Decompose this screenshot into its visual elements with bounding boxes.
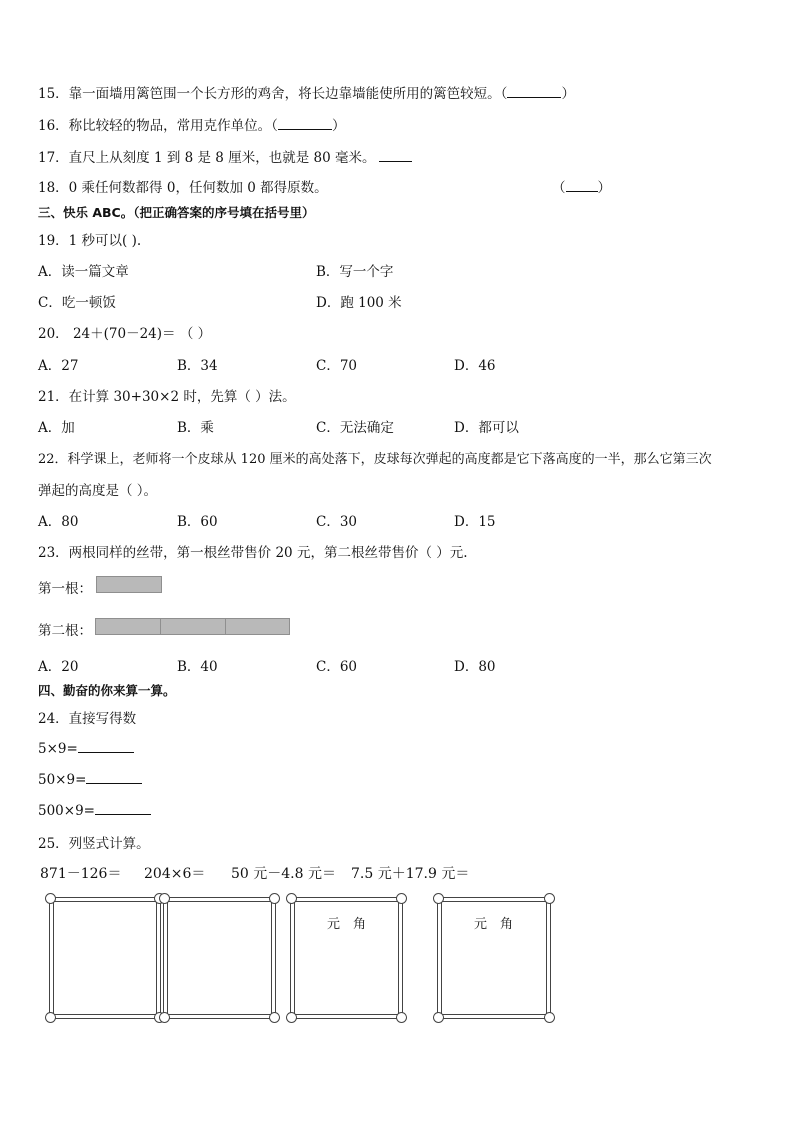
work-box[interactable]	[49, 897, 161, 1019]
option-c[interactable]: C．70	[316, 358, 358, 374]
calc-item: 500×9=	[38, 801, 151, 819]
ribbon-segment-divider	[160, 619, 161, 634]
question-18	[38, 176, 328, 196]
option-a[interactable]: A．27	[38, 358, 79, 374]
question-19-text: 19．1 秒可以( ).	[38, 233, 142, 249]
jiao-label: 角	[500, 917, 514, 932]
option-b[interactable]: B．40	[177, 659, 218, 675]
option-b[interactable]: B．乘	[177, 420, 214, 436]
option-b[interactable]: B．34	[177, 358, 218, 374]
question-16: 16．称比较轻的物品，常用克作单位。（ ）	[38, 118, 346, 134]
yuan-label: 元	[327, 917, 341, 932]
section-3-title: 三、快乐 ABC。（把正确答案的序号填在括号里）	[38, 205, 315, 220]
answer-blank[interactable]	[379, 148, 412, 162]
option-d[interactable]: D．15	[454, 514, 496, 530]
option-d[interactable]: D．跑 100 米	[316, 295, 402, 311]
question-18-answer: （ ）	[552, 180, 611, 196]
jiao-label: 角	[353, 917, 367, 932]
answer-blank[interactable]	[78, 739, 134, 753]
vertical-calc-expression: 7.5 元＋17.9 元＝	[351, 866, 470, 882]
vertical-calc-expression: 204×6＝	[144, 866, 206, 882]
answer-blank[interactable]	[86, 770, 142, 784]
work-box[interactable]	[163, 897, 276, 1019]
ribbon-segment-divider	[225, 619, 226, 634]
option-a[interactable]: A．加	[38, 420, 75, 436]
question-17-text: 17．直尺上从刻度 1 到 8 是 8 厘米，也就是 80 毫米。	[38, 150, 376, 166]
question-18-text: 18．0 乘任何数都得 0，任何数加 0 都得原数。	[38, 180, 328, 196]
option-b[interactable]: B．60	[177, 514, 218, 530]
ribbon-2-label: 第二根：	[38, 623, 92, 639]
option-a[interactable]: A．80	[38, 514, 79, 530]
work-box[interactable]	[437, 897, 551, 1019]
option-d[interactable]: D．都可以	[454, 420, 519, 436]
option-c[interactable]: C．无法确定	[316, 420, 394, 436]
option-a[interactable]: A．20	[38, 659, 79, 675]
answer-blank[interactable]	[95, 801, 151, 815]
answer-blank[interactable]	[566, 178, 598, 192]
calc-item: 5×9=	[38, 739, 134, 757]
section-4-title: 四、勤奋的你来算一算。	[38, 683, 176, 698]
ribbon-2-bar	[95, 618, 290, 635]
question-20-text: 20． 24＋(70－24)＝ （ ）	[38, 326, 212, 342]
answer-blank[interactable]	[507, 84, 561, 98]
question-17	[38, 146, 412, 166]
question-16-text: 16．称比较轻的物品，常用克作单位。（	[38, 118, 278, 134]
option-c[interactable]: C．吃一顿饭	[38, 295, 116, 311]
option-d[interactable]: D．46	[454, 358, 496, 374]
question-22-text-line2: 弹起的高度是（ ）。	[38, 483, 158, 499]
answer-blank[interactable]	[278, 116, 332, 130]
option-a[interactable]: A．读一篇文章	[38, 264, 129, 280]
option-c[interactable]: C．60	[316, 659, 358, 675]
question-15: 15．靠一面墙用篱笆围一个长方形的鸡舍，将长边靠墙能使所用的篱笆较短。（ ）	[38, 86, 575, 102]
ribbon-1-bar	[96, 576, 162, 593]
work-box[interactable]	[290, 897, 403, 1019]
calc-item: 50×9=	[38, 770, 142, 788]
ribbon-1-label: 第一根：	[38, 581, 92, 597]
question-23-text: 23．两根同样的丝带，第一根丝带售价 20 元，第二根丝带售价（ ）元.	[38, 545, 468, 561]
option-d[interactable]: D．80	[454, 659, 496, 675]
option-b[interactable]: B．写一个字	[316, 264, 394, 280]
question-24-text: 24．直接写得数	[38, 711, 137, 727]
question-15-text: 15．靠一面墙用篱笆围一个长方形的鸡舍，将长边靠墙能使所用的篱笆较短。（	[38, 86, 508, 102]
question-25-text: 25．列竖式计算。	[38, 836, 150, 852]
yuan-label: 元	[474, 917, 488, 932]
vertical-calc-expression: 50 元－4.8 元＝	[231, 866, 336, 882]
vertical-calc-expression: 871－126＝	[40, 866, 122, 882]
question-22-text-line1: 22．科学课上，老师将一个皮球从 120 厘米的高处落下，皮球每次弹起的高度都是它下落高度的一半，那么它第三次	[38, 452, 712, 467]
option-c[interactable]: C．30	[316, 514, 358, 530]
question-21-text: 21．在计算 30+30×2 时，先算（ ）法。	[38, 389, 296, 405]
